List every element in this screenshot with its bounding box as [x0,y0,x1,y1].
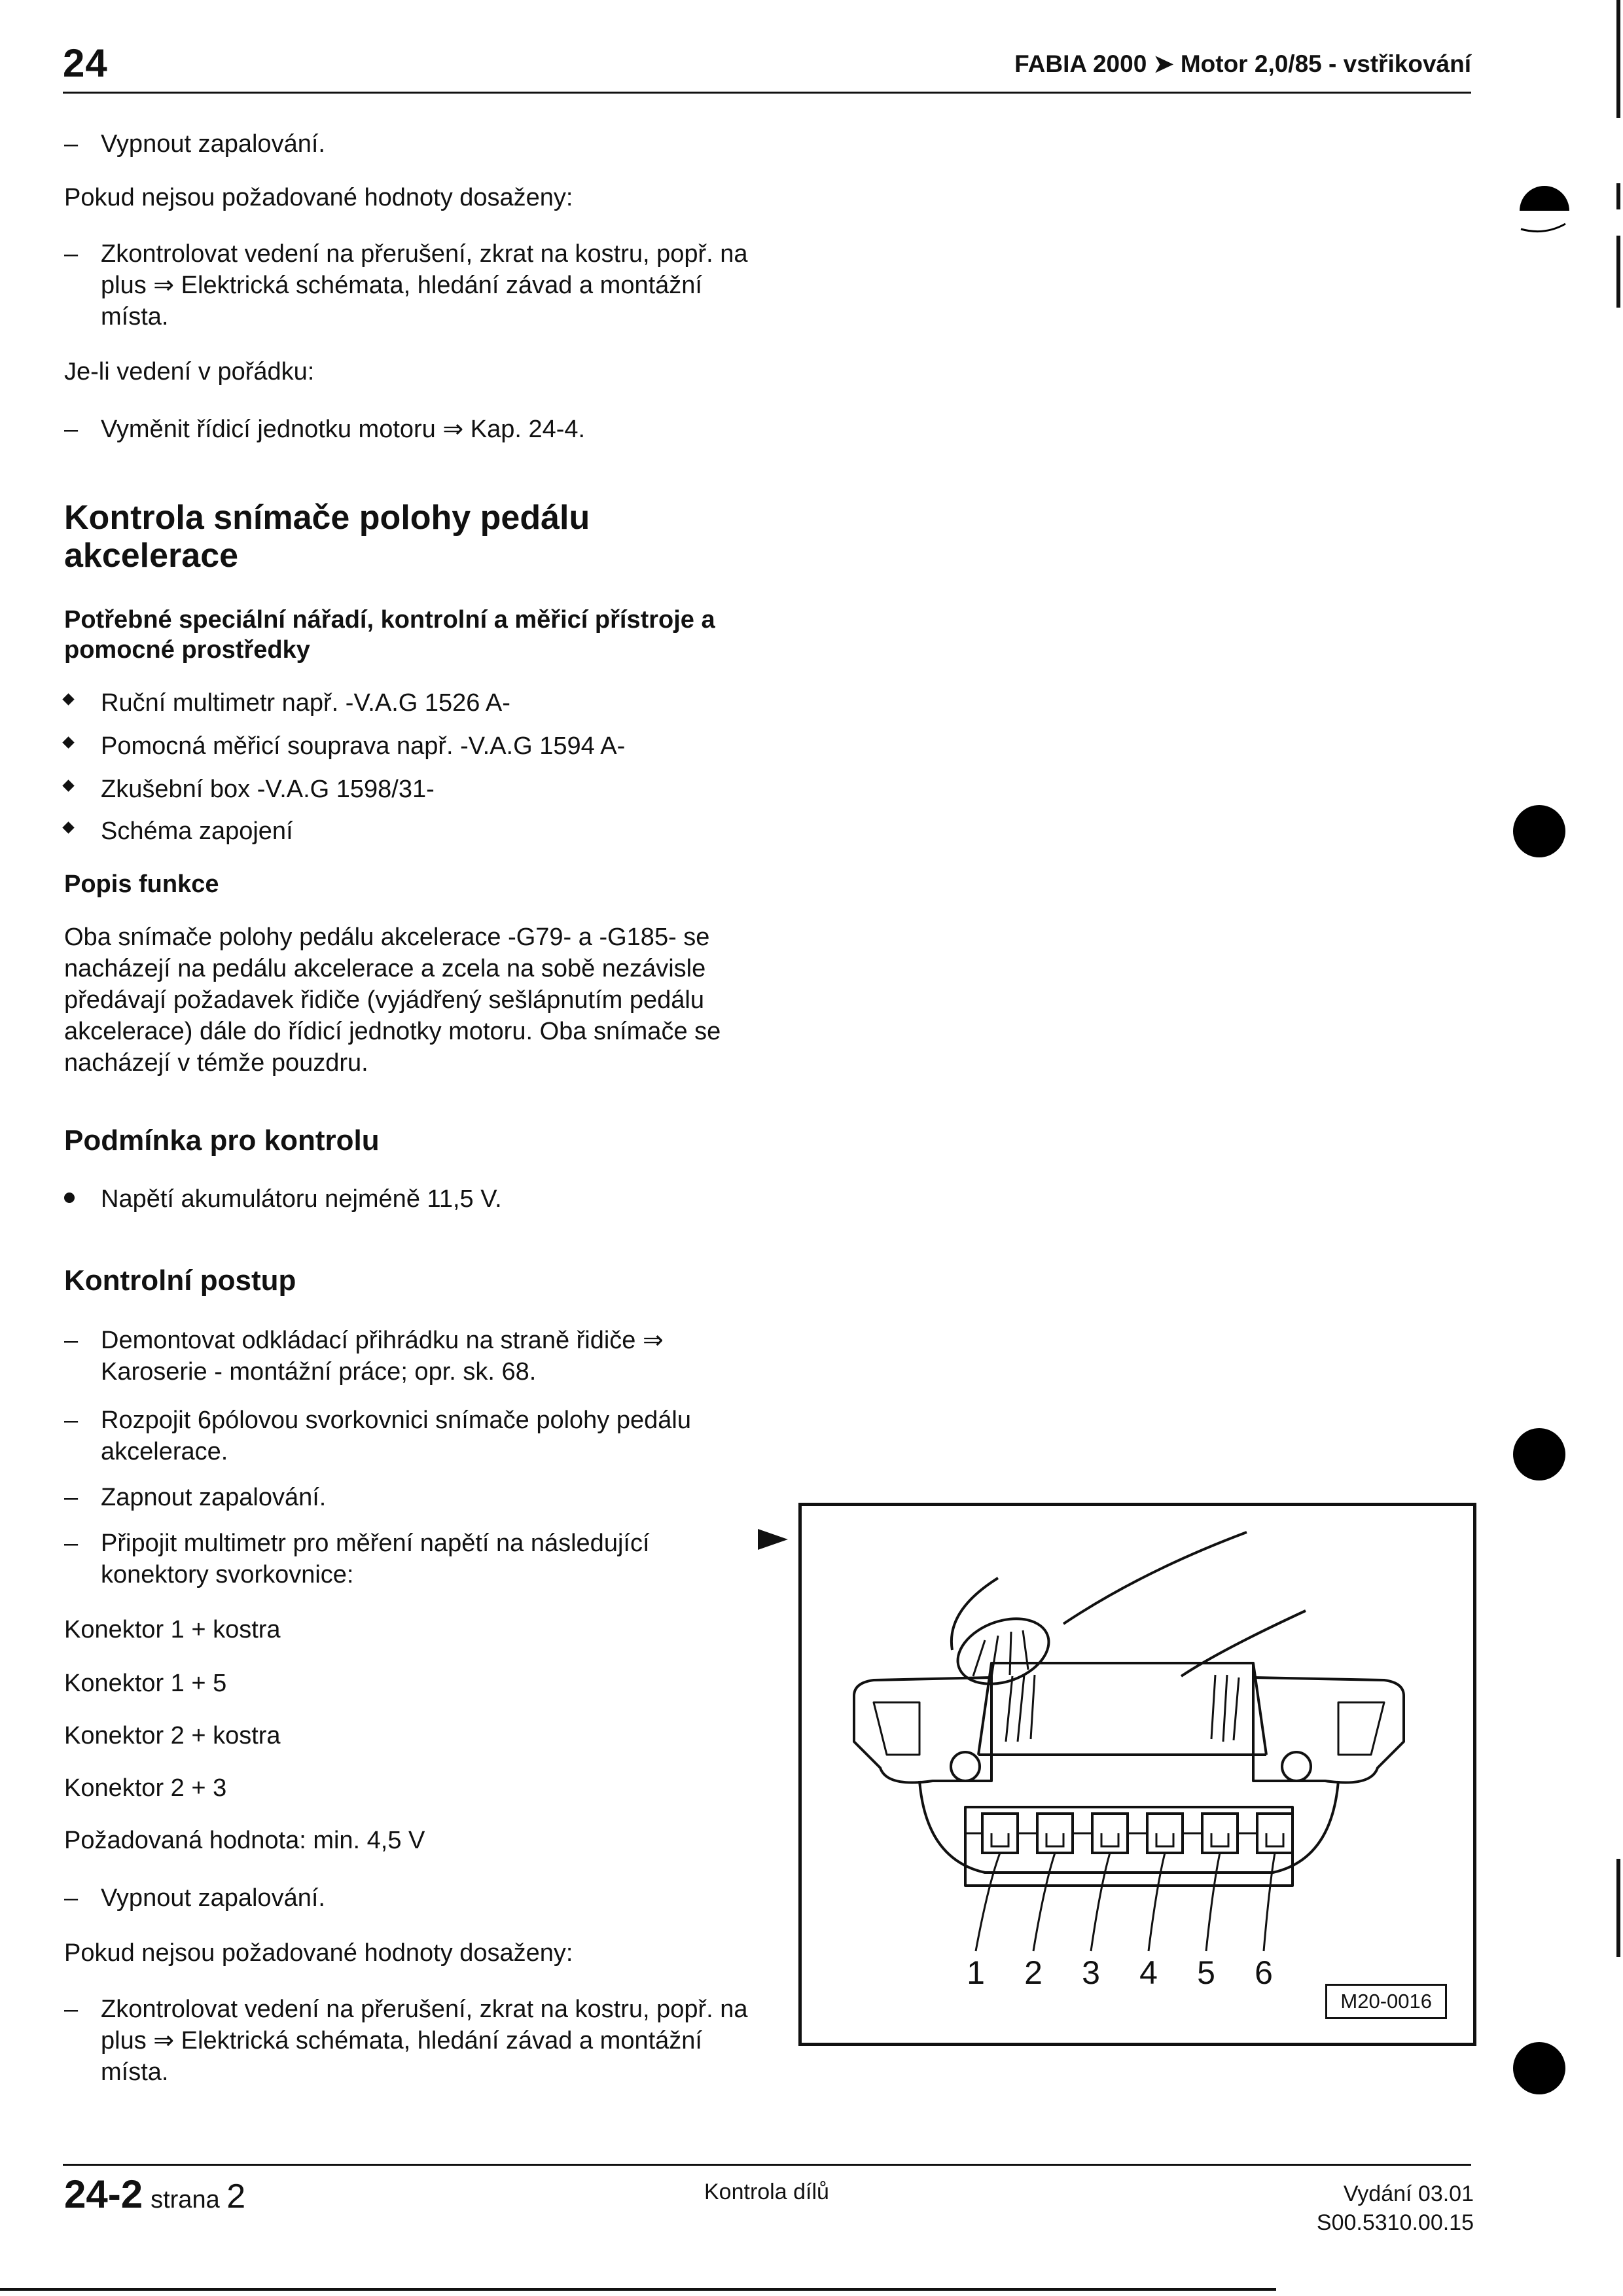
bottom-scan-rule [0,2288,1276,2291]
margin-bar [1616,183,1620,209]
step-item [64,414,758,445]
pin-number-label: 2 [1024,1954,1043,1991]
step-item [64,1405,758,1467]
dot-bullet-icon [64,1193,75,1203]
tool-item [64,774,758,805]
step-item [64,238,758,332]
dash-marker: – [64,240,79,268]
step-item [64,1482,758,1513]
condition-text [64,1937,758,1969]
step-text: Zkontrolovat vedení na přerušení, zkrat na kostru, popř. na plus ⇒ Elektrická schémata, hledání závad a montážní místa. [101,1996,748,2086]
tool-text: Ruční multimetr např. -V.A.G 1526 A- [101,689,510,717]
pin-number-label: 6 [1255,1954,1273,1991]
document-title: FABIA 2000 ➤ Motor 2,0/85 - vstřikování [1014,50,1471,77]
margin-bar [1616,1859,1620,1957]
pin-leader-line [1091,1853,1110,1951]
function-paragraph: Oba snímače polohy pedálu akcelerace -G79- a -G185- se nacházejí na pedálu akcelerace a zcela na sobě nezávisle předávají požadavek řidiče (vyjádřený sešlápnutím pedálu akcelerace) dále do řídicí jednotky motoru. Oba snímače se nacházejí v témže pouzdru. [64,924,721,1077]
margin-bar [1616,0,1620,118]
procedure-heading: Kontrolní postup [64,1265,296,1297]
tools-heading: Potřebné speciální nářadí, kontrolní a měřicí přístroje a pomocné prostředky [64,606,715,664]
step-item [64,1882,758,1914]
pin-number-label: 1 [967,1954,985,1991]
tool-item [64,687,758,719]
figure-reference: M20-0016 [1325,1984,1447,2019]
footer-rule [63,2164,1471,2166]
dash-marker: – [64,1530,79,1557]
connector-drawing [802,1506,1473,2043]
pin-leader-line [1033,1853,1055,1951]
pin-number-label: 4 [1139,1954,1158,1991]
connector-line: Konektor 1 + kostra [64,1616,281,1643]
condition-item [64,1183,758,1215]
footer-edition [1317,2179,1474,2237]
connector-figure [798,1503,1476,2046]
dash-marker: – [64,1884,79,1912]
tool-text: Pomocná měřicí souprava např. -V.A.G 1594 A- [101,732,626,760]
pin-leader-line [1264,1853,1275,1951]
condition-heading: Podmínka pro kontrolu [64,1124,380,1157]
footer-section: Kontrola dílů [704,2179,829,2204]
footer-strana [151,2178,246,2215]
dash-marker: – [64,416,79,443]
condition-label: Pokud nejsou požadované hodnoty dosaženy: [64,1939,573,1967]
condition-item-text: Napětí akumulátoru nejméně 11,5 V. [101,1185,502,1213]
step-text: Vypnout zapalování. [101,130,325,158]
footer-page-number: 24-2 [64,2172,143,2216]
dash-marker: – [64,1327,79,1354]
section-title: Kontrola snímače polohy pedálu akcelerace [64,499,590,575]
margin-dot-marker [1513,1428,1565,1480]
connector-line: Konektor 1 + 5 [64,1670,227,1697]
footer-code: S00.5310.00.15 [1316,2210,1474,2235]
pin-number-label: 3 [1082,1954,1100,1991]
step-item [64,1528,758,1590]
step-item [64,1325,758,1388]
dash-marker: – [64,1407,79,1434]
page-number: 24 [63,41,108,85]
required-value: Požadovaná hodnota: min. 4,5 V [64,1827,425,1854]
step-item [64,128,758,160]
tool-item [64,730,758,762]
pin-leader-line [1206,1853,1220,1951]
margin-dot-marker [1513,805,1565,857]
condition-text [64,356,758,387]
pin-leader-line [1149,1853,1165,1951]
connector-line: Konektor 2 + 3 [64,1774,227,1802]
dash-marker: – [64,1484,79,1511]
pin-leader-lines [976,1853,1275,1951]
header-rule [63,92,1471,94]
margin-dot-marker [1513,2042,1565,2094]
pin-labels [967,1954,1273,1991]
step-text: Zkontrolovat vedení na přerušení, zkrat na kostru, popř. na plus ⇒ Elektrická schémata, hledání závad a montážní místa. [101,240,748,331]
half-circle-mark [1518,183,1571,242]
step-item [64,1994,758,2088]
footer-strana-number: 2 [226,2178,246,2215]
step-text: Zapnout zapalování. [101,1484,327,1511]
footer-edition-text: Vydání 03.01 [1343,2181,1474,2206]
dash-marker: – [64,1996,79,2023]
connector-line: Konektor 2 + kostra [64,1722,281,1749]
tool-text: Schéma zapojení [101,817,293,845]
step-text: Vyměnit řídicí jednotku motoru ⇒ Kap. 24-4. [101,416,586,443]
margin-bar [1616,236,1620,308]
condition-label: Je-li vedení v pořádku: [64,358,315,386]
footer-page [64,2172,245,2217]
step-text: Připojit multimetr pro měření napětí na následující konektory svorkovnice: [101,1530,650,1588]
pin-number-label: 5 [1197,1954,1215,1991]
pin-leader-line [976,1853,1000,1951]
condition-label: Pokud nejsou požadované hodnoty dosaženy: [64,184,573,211]
tool-item [64,816,758,847]
function-heading: Popis funkce [64,870,219,898]
step-text: Demontovat odkládací přihrádku na straně řidiče ⇒ Karoserie - montážní práce; opr. sk. 68. [101,1327,664,1386]
step-text: Rozpojit 6pólovou svorkovnici snímače polohy pedálu akcelerace. [101,1407,691,1465]
dash-marker: – [64,130,79,158]
condition-text [64,182,758,213]
footer-strana-label: strana [151,2186,220,2214]
figure-pointer-arrow-icon [758,1529,788,1550]
step-text: Vypnout zapalování. [101,1884,325,1912]
tool-text: Zkušební box -V.A.G 1598/31- [101,776,435,803]
